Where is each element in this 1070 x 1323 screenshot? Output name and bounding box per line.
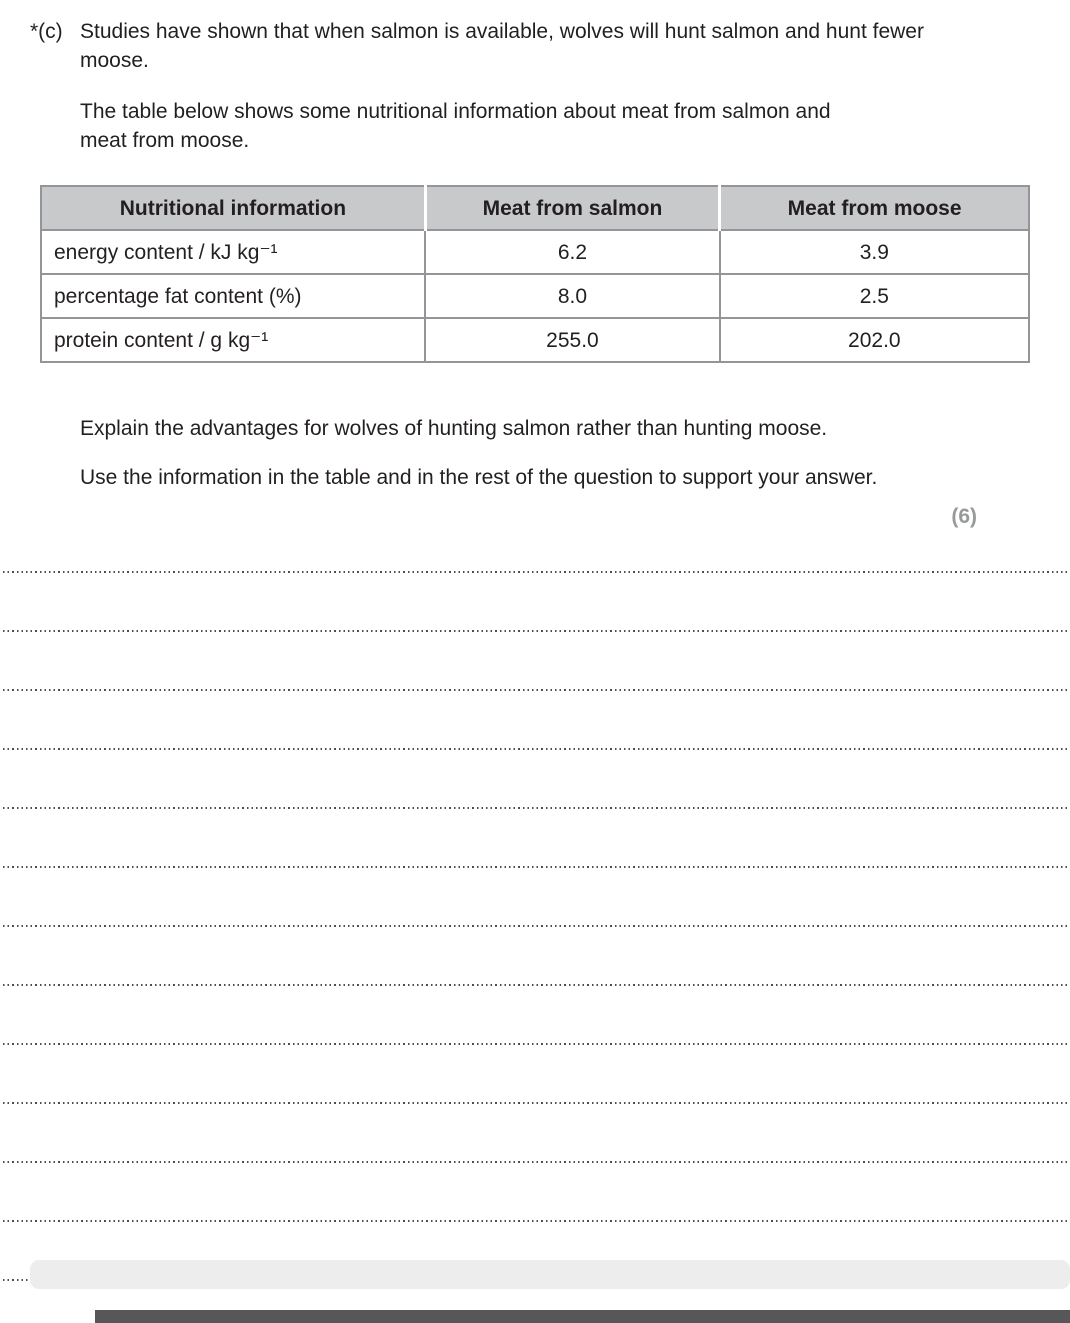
moose-value: 202.0 <box>720 318 1029 362</box>
answer-line <box>3 750 1067 809</box>
row-label: protein content / g kg⁻¹ <box>41 318 425 362</box>
answer-line <box>3 691 1067 750</box>
answer-line <box>3 573 1067 632</box>
answer-line <box>3 1045 1067 1104</box>
column-header-meat-from-moose: Meat from moose <box>720 186 1029 230</box>
answer-line <box>3 1104 1067 1163</box>
footer-bar <box>95 1310 1070 1323</box>
prompt-explain: Explain the advantages for wolves of hunting salmon rather than hunting moose. <box>80 417 828 440</box>
answer-line <box>3 868 1067 927</box>
table-caption: The table below shows some nutritional information about meat from salmon and meat from moose. <box>80 100 831 152</box>
answer-line <box>3 986 1067 1045</box>
table-header-row <box>41 186 1029 230</box>
table-wrapper <box>40 185 1030 363</box>
question-intro-row <box>30 17 1030 75</box>
table-row-fat <box>41 274 1029 318</box>
table-row-energy <box>41 230 1029 274</box>
question-intro-text: Studies have shown that when salmon is available, wolves will hunt salmon and hunt fewer moose. <box>80 20 924 72</box>
column-header-nutritional-information: Nutritional information <box>41 186 425 230</box>
salmon-value: 8.0 <box>425 274 719 318</box>
answer-area <box>3 531 1067 1281</box>
row-label: percentage fat content (%) <box>41 274 425 318</box>
answer-line <box>3 632 1067 691</box>
moose-value: 2.5 <box>720 274 1029 318</box>
answer-line <box>3 927 1067 986</box>
salmon-value: 6.2 <box>425 230 719 274</box>
highlight-bar <box>30 1260 1070 1289</box>
answer-line <box>3 531 1067 573</box>
answer-line <box>3 809 1067 868</box>
marks-badge: (6) <box>951 505 977 528</box>
table-row-protein <box>41 318 1029 362</box>
question-number: *(c) <box>30 20 63 43</box>
answer-line <box>3 1163 1067 1222</box>
prompt-support: Use the information in the table and in the rest of the question to support your answer. <box>80 466 878 489</box>
moose-value: 3.9 <box>720 230 1029 274</box>
row-label: energy content / kJ kg⁻¹ <box>41 230 425 274</box>
salmon-value: 255.0 <box>425 318 719 362</box>
nutrition-table <box>40 185 1030 363</box>
column-header-meat-from-salmon: Meat from salmon <box>425 186 719 230</box>
